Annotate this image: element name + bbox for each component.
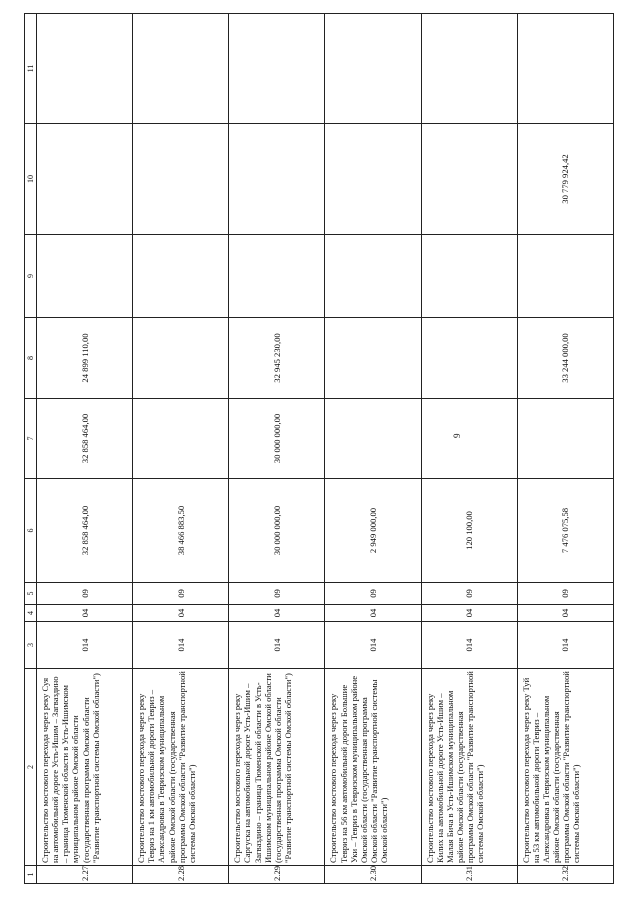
code-cell: 014 (325, 622, 421, 669)
section-cell: 04 (421, 605, 517, 622)
amount-cell (325, 14, 421, 124)
amount-cell (517, 399, 613, 479)
amount-cell (133, 318, 229, 399)
amount-cell (421, 235, 517, 318)
column-header: 3 (25, 622, 37, 669)
project-description: Строительство мостового перехода через реку Тевриз на 1 км автомобильной дороги Тевриз – Александровка в Тевризском муниципальном районе Омской области (государственная программа Омской области "Развитие транспортной системы Омской области") (133, 669, 229, 866)
column-header: 8 (25, 318, 37, 399)
amount-cell (133, 399, 229, 479)
table-row (229, 14, 325, 884)
row-number: 2.28 (133, 866, 229, 884)
amount-cell: 7 476 075,58 (517, 479, 613, 583)
row-number: 2.32 (517, 866, 613, 884)
amount-cell (517, 235, 613, 318)
project-description: Строительство мостового перехода через реку Туй на 53 км автомобильной дороги Тевриз – Александровка в Тевризском муниципальном районе Омской области (государственная программа Омской области "Развитие транспортной системы Омской области") (517, 669, 613, 866)
column-header: 2 (25, 669, 37, 866)
amount-cell (229, 124, 325, 235)
table-row (133, 14, 229, 884)
amount-cell (421, 124, 517, 235)
budget-table (24, 13, 614, 884)
row-number: 2.30 (325, 866, 421, 884)
column-number-row (25, 14, 37, 884)
subsection-cell: 09 (325, 583, 421, 605)
amount-cell (325, 124, 421, 235)
page-number: 9 (452, 433, 462, 438)
subsection-cell: 09 (421, 583, 517, 605)
amount-cell: 30 779 924,42 (517, 124, 613, 235)
subsection-cell: 09 (517, 583, 613, 605)
amount-cell: 2 949 000,00 (325, 479, 421, 583)
amount-cell: 24 899 110,00 (37, 318, 133, 399)
table-row (421, 14, 517, 884)
project-description: Строительство мостового перехода через реку Килих на автомобильной дороге Усть-Ишим – Малая Бича в Усть-Ишимском муниципальном районе Омской области (государственная программа Омской области "Развитие транспортной системы Омской области") (421, 669, 517, 866)
code-cell: 014 (517, 622, 613, 669)
amount-cell (325, 399, 421, 479)
amount-cell (229, 235, 325, 318)
subsection-cell: 09 (133, 583, 229, 605)
column-header: 5 (25, 583, 37, 605)
amount-cell (37, 124, 133, 235)
table-row (517, 14, 613, 884)
column-header: 6 (25, 479, 37, 583)
rotated-page (24, 14, 614, 884)
amount-cell (133, 14, 229, 124)
amount-cell (37, 14, 133, 124)
section-cell: 04 (325, 605, 421, 622)
table-row (325, 14, 421, 884)
section-cell: 04 (229, 605, 325, 622)
subsection-cell: 09 (37, 583, 133, 605)
amount-cell (133, 235, 229, 318)
column-header: 4 (25, 605, 37, 622)
amount-cell (421, 14, 517, 124)
column-header: 7 (25, 399, 37, 479)
amount-cell (325, 318, 421, 399)
amount-cell (229, 14, 325, 124)
amount-cell: 120 100,00 (421, 479, 517, 583)
amount-cell (421, 318, 517, 399)
section-cell: 04 (37, 605, 133, 622)
section-cell: 04 (517, 605, 613, 622)
amount-cell: 30 000 000,00 (229, 399, 325, 479)
section-cell: 04 (133, 605, 229, 622)
column-header: 11 (25, 14, 37, 124)
amount-cell: 30 000 000,00 (229, 479, 325, 583)
amount-cell (37, 235, 133, 318)
column-header: 10 (25, 124, 37, 235)
code-cell: 014 (133, 622, 229, 669)
amount-cell: 32 858 464,00 (37, 399, 133, 479)
subsection-cell: 09 (229, 583, 325, 605)
column-header: 1 (25, 866, 37, 884)
column-header: 9 (25, 235, 37, 318)
code-cell: 014 (421, 622, 517, 669)
amount-cell: 33 244 000,00 (517, 318, 613, 399)
amount-cell: 32 858 464,00 (37, 479, 133, 583)
amount-cell (517, 14, 613, 124)
row-number: 2.27 (37, 866, 133, 884)
amount-cell (133, 124, 229, 235)
amount-cell: 32 945 230,00 (229, 318, 325, 399)
project-description: Строительство мостового перехода через реку Саргуска на автомобильной дороге Усть-Ишим – Загваздино – граница Тюменской области в Усть-Ишимском муниципальном районе Омской области (государственная программа Омской области "Развитие транспортной системы Омской области") (229, 669, 325, 866)
amount-cell: 38 466 883,50 (133, 479, 229, 583)
project-description: Строительство мостового перехода через реку Тевриз на 56 км автомобильной дороги Большие Уки – Тевриз в Тевризском муниципальном районе Омской области (государственная программа Омской области "Развитие транспортной системы Омской области") (325, 669, 421, 866)
code-cell: 014 (229, 622, 325, 669)
table-row (37, 14, 133, 884)
amount-cell (325, 235, 421, 318)
project-description: Строительство мостового перехода через реку Суя на автомобильной дороге Усть-Ишим – Загваздино – граница Тюменской области в Усть-Ишимском муниципальном районе Омской области (государственная программа Омской области "Развитие транспортной системы Омской области") (37, 669, 133, 866)
row-number: 2.29 (229, 866, 325, 884)
amount-cell (421, 399, 517, 479)
code-cell: 014 (37, 622, 133, 669)
row-number: 2.31 (421, 866, 517, 884)
